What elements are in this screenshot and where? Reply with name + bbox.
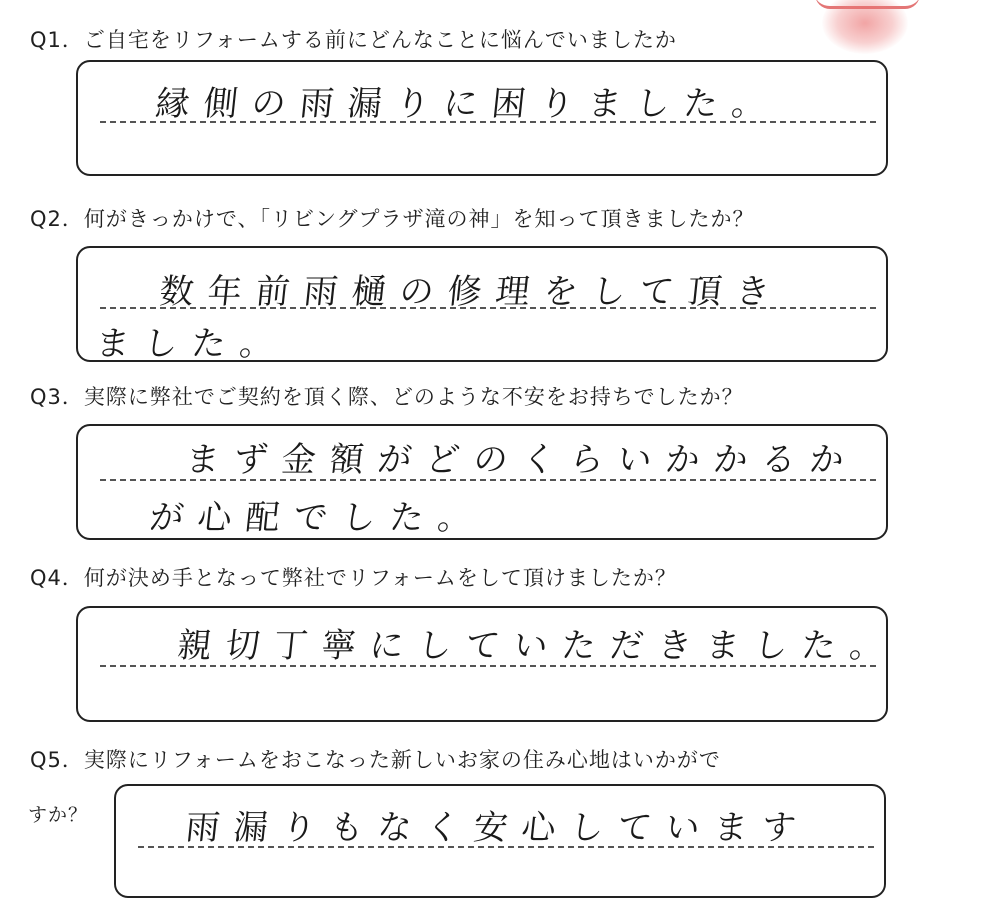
question-1-label: Q1．ご自宅をリフォームする前にどんなことに悩んでいましたか <box>30 28 677 52</box>
answer-2-box <box>76 246 888 362</box>
answer-3-box <box>76 424 888 540</box>
answer-1-line-1: 縁側の雨漏りに困りました。 <box>153 84 782 124</box>
answer-2-line-1: 数年前雨樋の修理をして頂き <box>157 272 786 312</box>
answer-5-line-1: 雨漏りもなく安心しています <box>183 808 812 848</box>
answer-2-line-2: ました。 <box>93 324 290 364</box>
question-3-label: Q3．実際に弊社でご契約を頂く際、どのような不安をお持ちでしたか？ <box>30 385 744 409</box>
answer-3-line-1: まず金額がどのくらいかかるか <box>183 440 860 480</box>
question-2-label: Q2．何がきっかけで、「リビングプラザ滝の神」を知って頂きましたか？ <box>30 207 755 231</box>
answer-1-box <box>76 60 888 176</box>
question-5-label: Q5．実際にリフォームをおこなった新しいお家の住み心地はいかがで <box>30 748 721 772</box>
answer-4-box <box>76 606 900 722</box>
answer-3-line-2: が心配でした。 <box>147 498 488 538</box>
stamp-seal <box>822 0 908 54</box>
question-4-label: Q4．何が決め手となって弊社でリフォームをして頂けましたか？ <box>30 566 677 590</box>
question-5-label-continued: すか？ <box>28 804 89 826</box>
answer-4-line-1: 親切丁寧にしていただきました。 <box>175 626 900 666</box>
answer-5-box <box>114 784 886 898</box>
